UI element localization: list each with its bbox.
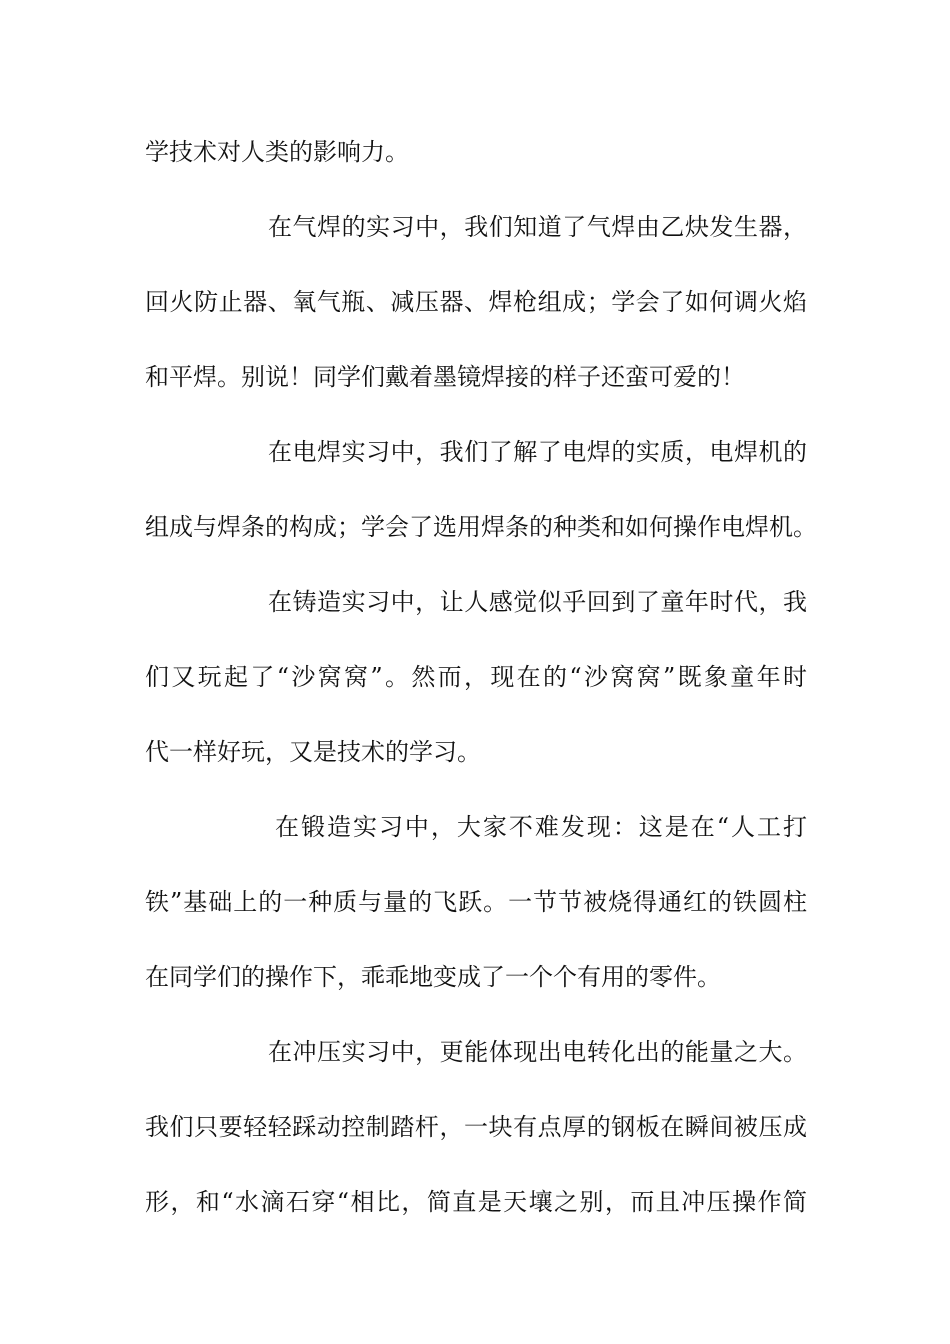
text-line: 和平焊。别说！同学们戴着墨镜焊接的样子还蛮可爱的！ xyxy=(145,363,745,391)
text-line: 回火防止器、氧气瓶、减压器、焊枪组成；学会了如何调火焰 xyxy=(145,288,807,316)
text-line: 形，和“水滴石穿“相比，简直是天壤之别，而且冲压操作简 xyxy=(145,1188,807,1216)
text-line: 组成与焊条的构成；学会了选用焊条的种类和如何操作电焊机。 xyxy=(145,513,817,541)
paragraph-first-line: 在铸造实习中，让人感觉似乎回到了童年时代，我 xyxy=(268,588,807,616)
text-line: 们又玩起了“沙窝窝”。然而，现在的“沙窝窝”既象童年时 xyxy=(145,663,807,691)
paragraph-first-line: 在气焊的实习中，我们知道了气焊由乙炔发生器， xyxy=(268,213,807,241)
paragraph-first-line: 在电焊实习中，我们了解了电焊的实质，电焊机的 xyxy=(268,438,807,466)
text-line: 铁”基础上的一种质与量的飞跃。一节节被烧得通红的铁圆柱 xyxy=(145,888,807,916)
text-line: 在同学们的操作下，乖乖地变成了一个个有用的零件。 xyxy=(145,963,721,991)
text-line: 代一样好玩，又是技术的学习。 xyxy=(145,738,481,766)
paragraph-first-line: 在冲压实习中，更能体现出电转化出的能量之大。 xyxy=(268,1038,807,1066)
paragraph-first-line: 在锻造实习中，大家不难发现：这是在“人工打 xyxy=(275,813,807,841)
text-line: 学技术对人类的影响力。 xyxy=(145,138,409,166)
text-line: 我们只要轻轻踩动控制踏杆，一块有点厚的钢板在瞬间被压成 xyxy=(145,1113,807,1141)
